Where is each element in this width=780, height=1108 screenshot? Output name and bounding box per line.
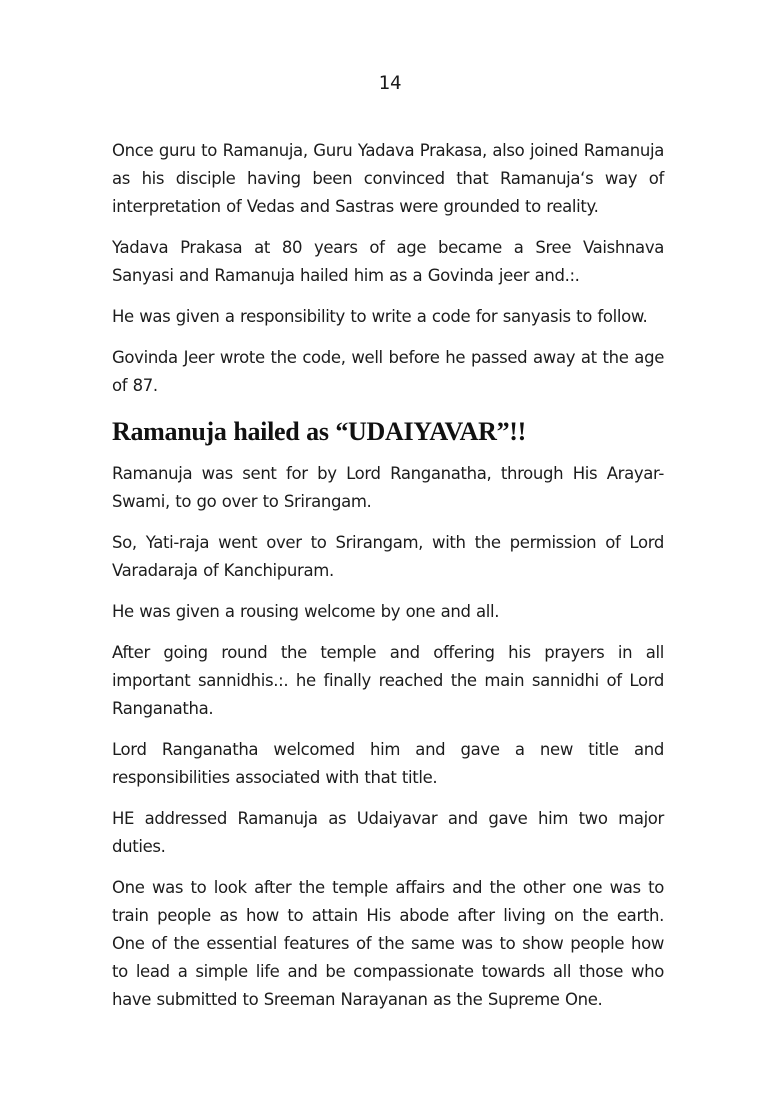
page-body (112, 137, 664, 1027)
paragraph: So, Yati-raja went over to Srirangam, with the permission of Lord Varadaraja of Kanchipuram. (112, 533, 664, 580)
paragraph: Once guru to Ramanuja, Guru Yadava Prakasa, also joined Ramanuja as his disciple having been convinced that Ramanuja‘s way of interpretation of Vedas and Sastras were grounded to reality. (112, 141, 664, 216)
paragraph: One was to look after the temple affairs and the other one was to train people as how to attain His abode after living on the earth. One of the essential features of the same was to show people how to lead a simple life and be compassionate towards all those who have submitted to Sreeman Narayanan as the Supreme One. (112, 878, 664, 1009)
paragraph: After going round the temple and offering his prayers in all important sannidhis.:. he finally reached the main sannidhi of Lord Ranganatha. (112, 643, 664, 718)
paragraph: Yadava Prakasa at 80 years of age became a Sree Vaishnava Sanyasi and Ramanuja hailed him as a Govinda jeer and.:. (112, 238, 664, 285)
paragraph: He was given a rousing welcome by one and all. (112, 602, 500, 621)
paragraph: He was given a responsibility to write a code for sanyasis to follow. (112, 307, 648, 326)
paragraph: Lord Ranganatha welcomed him and gave a new title and responsibilities associated with that title. (112, 740, 664, 787)
page-number: 14 (378, 72, 402, 94)
section-heading: Ramanuja hailed as “UDAIYAVAR”!! (112, 417, 526, 446)
paragraph: HE addressed Ramanuja as Udaiyavar and gave him two major duties. (112, 809, 664, 856)
paragraph: Ramanuja was sent for by Lord Ranganatha, through His Arayar-Swami, to go over to Srirangam. (112, 464, 664, 511)
paragraph: Govinda Jeer wrote the code, well before he passed away at the age of 87. (112, 348, 664, 395)
